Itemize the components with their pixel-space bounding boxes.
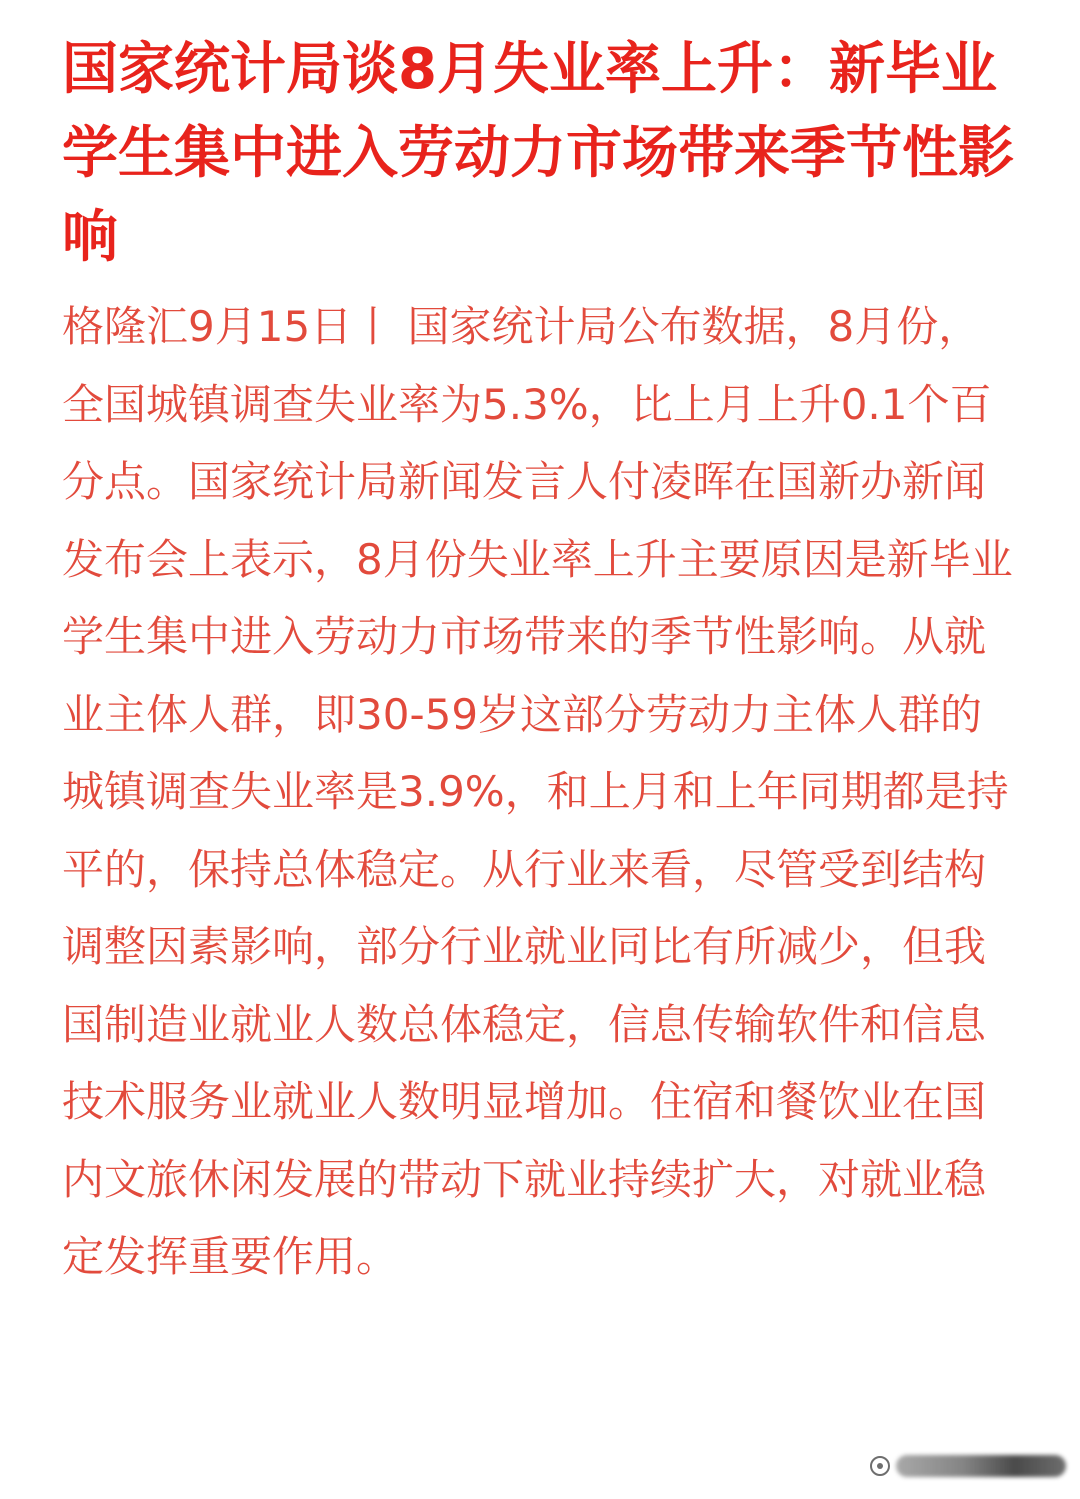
article bbox=[62, 28, 1022, 1296]
watermark-blurred-username bbox=[896, 1455, 1066, 1477]
watermark-logo-icon bbox=[870, 1456, 890, 1476]
watermark bbox=[870, 1455, 1066, 1477]
article-headline: 国家统计局谈8月失业率上升：新毕业学生集中进入劳动力市场带来季节性影响 bbox=[62, 37, 1014, 270]
article-body: 格隆汇9月15日丨 国家统计局公布数据，8月份，全国城镇调查失业率为5.3%，比上月上升0.1个百分点。国家统计局新闻发言人付凌晖在国新办新闻发布会上表示，8月份失业率上升主要原因是新毕业学生集中进入劳动力市场带来的季节性影响。从就业主体人群，即30-59岁这部分劳动力主体人群的城镇调查失业率是3.9%，和上月和上年同期都是持平的，保持总体稳定。从行业来看，尽管受到结构调整因素影响，部分行业就业同比有所减少，但我国制造业就业人数总体稳定，信息传输软件和信息技术服务业就业人数明显增加。住宿和餐饮业在国内文旅休闲发展的带动下就业持续扩大，对就业稳定发挥重要作用。 bbox=[62, 302, 1013, 1281]
